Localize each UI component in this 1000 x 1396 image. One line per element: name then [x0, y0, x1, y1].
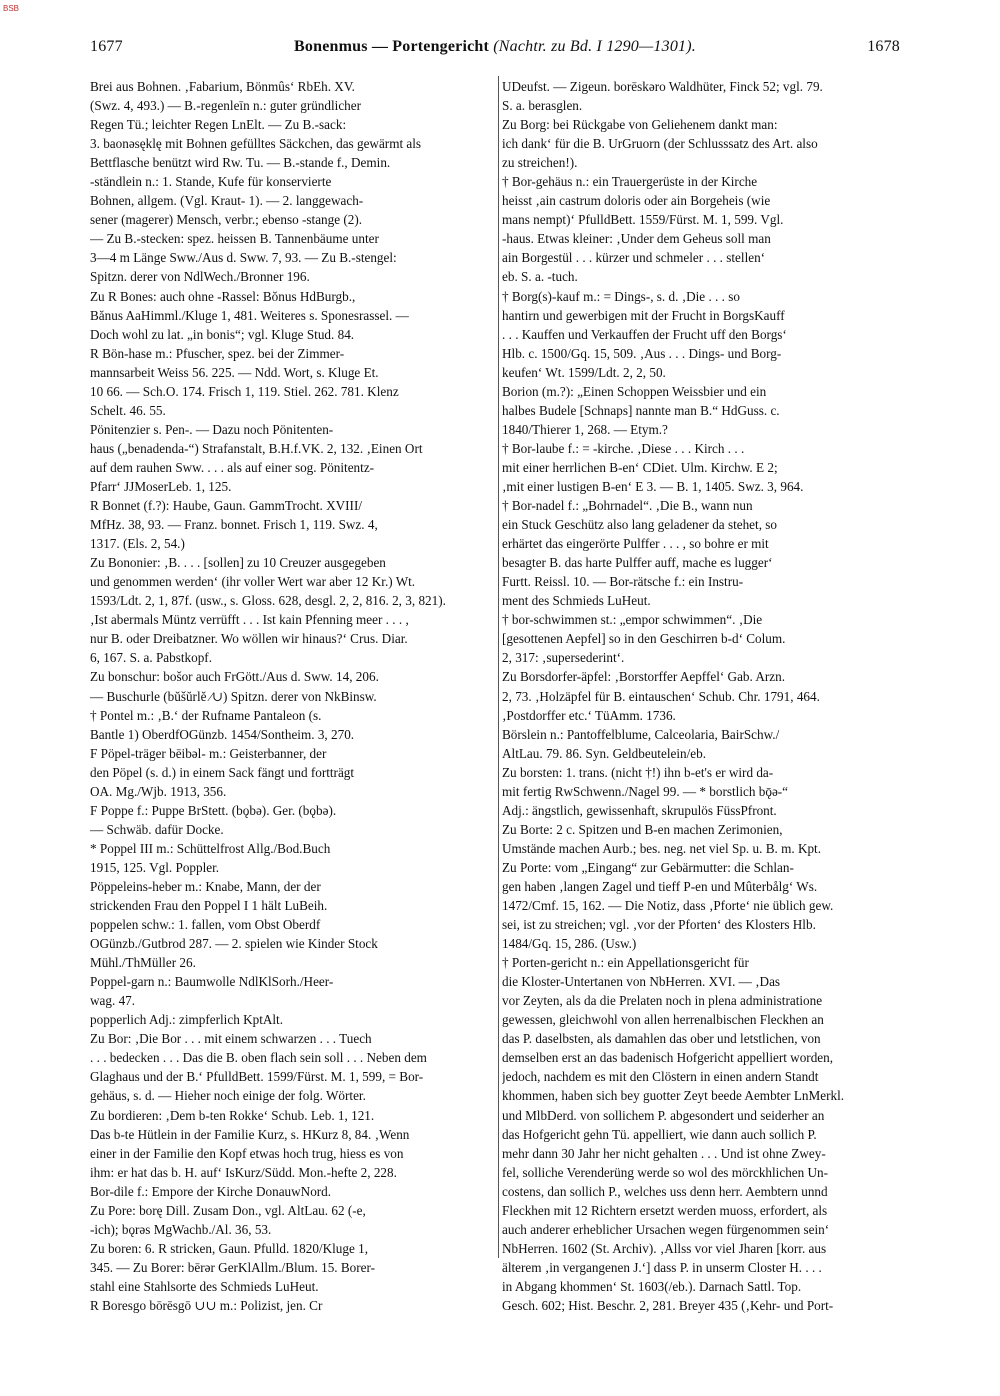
text-line: und genommen werden‘ (ihr voller Wert war aber 12 Kr.) Wt. [90, 574, 416, 590]
text-line: Hlb. c. 1500/Gq. 15, 509. ‚Aus . . . Dings- und Borg- [502, 345, 782, 361]
text-line: 1840/Thierer 1, 268. — Etym.? [502, 421, 668, 437]
text-line: halbes Budele [Schnaps] nannte man B.“ HdGuss. c. [502, 402, 780, 418]
text-line: † Porten-gericht n.: ein Appellationsgericht für [502, 955, 749, 971]
text-line: mans nempt)‘ PfulldBett. 1559/Fürst. M. 1, 599. Vgl. [502, 212, 784, 228]
text-line: demselben erst an das badenisch Hofgericht appelliert worden, [502, 1050, 834, 1066]
left-column [90, 77, 490, 1315]
text-line: sei, ist zu streichen; vgl. ‚vor der Pforten‘ des Klosters Hlb. [502, 917, 816, 933]
text-line: S. a. berasglen. [502, 98, 583, 114]
text-line: — Buschurle (bŭšŭrlĕ ∕∪) Spitzn. derer von NkBinsw. [90, 688, 377, 704]
text-line: Brei aus Bohnen. ‚Fabarium, Bönmûs‘ RbEh. XV. [90, 79, 355, 94]
header-title-main: Bonenmus — Portengericht [294, 38, 490, 55]
text-line: † Bor-nadel f.: „Bohrnadel“. ‚Die B., wann nun [502, 498, 753, 514]
text-line: Mühl./ThMüller 26. [90, 955, 196, 971]
text-line: besagter B. das harte Pulffer auff, mache es lugger‘ [502, 555, 773, 571]
text-line: gen haben ‚langen Zagel und tieff P-en und Mûterbålg‘ Ws. [502, 878, 818, 894]
text-line: † Borg(s)-kauf m.: = Dings-, s. d. ‚Die . . . so [502, 288, 740, 304]
text-line: R Bön-hase m.: Pfuscher, spez. bei der Zimmer- [90, 345, 345, 361]
text-line: ‚Ist abermals Müntz verrüfft . . . Ist kain Pfenning meer . . . , [90, 612, 409, 628]
text-line: -ich); bǫrəs MgWachb./Al. 36, 53. [90, 1221, 272, 1237]
text-line: † Bor-laube f.: = -kirche. ‚Diese . . . Kirch . . . [502, 440, 745, 456]
text-line: Zu Borg: bei Rückgabe von Geliehenem dankt man: [502, 117, 778, 133]
text-line: 10 66. — Sch.O. 174. Frisch 1, 119. Stiel. 262. 781. Klenz [90, 383, 399, 399]
header-title [90, 38, 900, 56]
text-line: Zu boren: 6. R stricken, Gaun. Pfulld. 1820/Kluge 1, [90, 1240, 368, 1256]
text-line: Fleckhen mit 12 Richtern ersetzt werden muoss, erfordert, als [502, 1202, 828, 1218]
text-line: nur B. oder Dreibatzner. Wo wöllen wir hinaus?‘ Crus. Diar. [90, 631, 408, 647]
text-line: popperlich Adj.: zimpferlich KptAlt. [90, 1012, 284, 1028]
text-line: älterem ‚in vergangenen J.‘] dass P. in unserm Closter H. . . . [502, 1259, 822, 1275]
text-line: in Abgang khommen‘ St. 1603(/eb.). Darnach Sattl. Top. [502, 1278, 802, 1294]
text-line: Das b-te Hütlein in der Familie Kurz, s. HKurz 8, 84. ‚Wenn [90, 1126, 410, 1142]
text-line: Zu bordieren: ‚Dem b-ten Rokke‘ Schub. Leb. 1, 121. [90, 1107, 375, 1123]
text-line: 3—4 m Länge Sww./Aus d. Sww. 7, 93. — Zu B.-stengel: [90, 250, 397, 266]
text-line: ain Borgestül . . . kürzer und schmeler . . . stellen‘ [502, 250, 766, 266]
text-line: das P. daselbsten, als damahlen das ober und letstlichen, von [502, 1031, 821, 1047]
text-line: — Schwäb. dafür Docke. [90, 821, 224, 837]
text-line: [gesottenen Aepfel] so in den Geschirren b-d‘ Colum. [502, 631, 786, 647]
text-line: heisst ‚ain castrum doloris oder ain Borgeheis (wie [502, 193, 771, 209]
text-line: OGünzb./Gutbrod 287. — 2. spielen wie Kinder Stock [90, 936, 378, 952]
text-line: Schelt. 46. 55. [90, 402, 166, 418]
text-line: 2, 73. ‚Holzäpfel für B. eintauschen‘ Schub. Chr. 1791, 464. [502, 688, 820, 704]
text-line: . . . Kauffen und Verkauffen der Frucht uff den Borgs‘ [502, 326, 787, 342]
text-line: 1593/Ldt. 2, 1, 87f. (usw., s. Gloss. 628, desgl. 2, 2, 816. 2, 3, 821). [90, 593, 446, 609]
text-line: gewessen, gleichwohl von allen herrenalbischen Fleckhen an [502, 1012, 824, 1028]
text-line: 1472/Cmf. 15, 162. — Die Notiz, dass ‚Pforte‘ nie üblich gew. [502, 898, 834, 914]
text-line: Adj.: ängstlich, gewissenhaft, skrupulös FüssPfront. [502, 802, 777, 818]
text-line: costens, dan sollich P., welches uss denn herr. Aembtern unnd [502, 1183, 828, 1199]
text-line: sener (magerer) Mensch, verbr.; ebenso -stange (2). [90, 212, 363, 228]
text-line: ‚mit einer lustigen B-en‘ E 3. — B. 1, 1405. Swz. 3, 964. [502, 478, 804, 494]
text-line: ihm: er hat das b. H. auf‘ IsKurz/Südd. Mon.-hefte 2, 228. [90, 1164, 397, 1180]
text-line: Zu Pore: borę Dill. Zusam Don., vgl. AltLau. 62 (-e, [90, 1202, 366, 1218]
text-line: auch anderer erheblicher Ursachen wegen fürgenommen sein‘ [502, 1221, 830, 1237]
text-line: den Pöpel (s. d.) in einem Sack fängt und fortträgt [90, 764, 355, 780]
text-line: Zu bonschur: bošor auch FrGött./Aus d. Sww. 14, 206. [90, 669, 379, 685]
text-line: einer in der Familie den Kopf etwas hoch trug, hiess es von [90, 1145, 404, 1161]
text-line: Pönitenzier s. Pen-. — Dazu noch Pönitenten- [90, 421, 334, 437]
text-line: Bettflasche benützt wird Rw. Tu. — B.-stande f., Demin. [90, 155, 391, 171]
text-line: Bănus AaHimml./Kluge 1, 481. Weiteres s. Sponesrassel. — [90, 307, 409, 323]
text-line: 345. — Zu Borer: bērər GerKlAllm./Blum. 15. Borer- [90, 1259, 376, 1275]
text-line: hantirn und gewerbigen mit der Frucht in BorgsKauff [502, 307, 785, 323]
text-line: auf dem rauhen Sww. . . . als auf einer sog. Pönitentz- [90, 459, 375, 475]
text-line: 1484/Gq. 15, 286. (Usw.) [502, 936, 637, 952]
text-line: mit fertig RwSchwenn./Nagel 99. — * borstlich bǭə-“ [502, 783, 789, 799]
text-line: vor Zeyten, als da die Prelaten noch in plena administratione [502, 993, 823, 1009]
text-line: strickenden Frau den Poppel I 1 hält LuBeih. [90, 898, 328, 914]
text-line: Furtt. Reissl. 10. — Bor-rätsche f.: ein Instru- [502, 574, 744, 590]
text-line: (Swz. 4, 493.) — B.-regenleīn n.: guter gründlicher [90, 98, 362, 114]
text-line: — Zu B.-stecken: spez. heissen B. Tannenbäume unter [90, 231, 379, 247]
text-line: Zu Borsdorfer-äpfel: ‚Borstorffer Aepffel‘ Gab. Arzn. [502, 669, 786, 685]
header-title-note: (Nachtr. zu Bd. I 1290—1301). [493, 38, 696, 55]
text-line: eb. S. a. -tuch. [502, 269, 578, 285]
text-line: Bantle 1) OberdfOGünzb. 1454/Sontheim. 3, 270. [90, 726, 355, 742]
text-line: Poppel-garn n.: Baumwolle NdlKlSorh./Heer- [90, 974, 334, 990]
text-line: Zu Borte: 2 c. Spitzen und B-en machen Zerimonien, [502, 821, 783, 837]
text-line: -haus. Etwas kleiner: ‚Under dem Geheus soll man [502, 231, 771, 247]
text-line: Bor-dile f.: Empore der Kirche DonauwNord. [90, 1183, 332, 1199]
text-line: MfHz. 38, 93. — Franz. bonnet. Frisch 1, 119. Swz. 4, [90, 517, 378, 533]
text-line: die Kloster-Untertanen von NbHerren. XVI. — ‚Das [502, 974, 781, 990]
text-line: Zu Porte: vom „Eingang“ zur Gebärmutter: die Schlan- [502, 859, 794, 875]
text-line: Doch wohl zu lat. „in bonis“; vgl. Kluge Stud. 84. [90, 326, 355, 342]
text-line: * Poppel III m.: Schüttelfrost Allg./Bod.Buch [90, 840, 331, 856]
text-line: keufen‘ Wt. 1599/Ldt. 2, 2, 50. [502, 364, 666, 380]
text-line: AltLau. 79. 86. Syn. Geldbeutelein/eb. [502, 745, 707, 761]
text-line: 1915, 125. Vgl. Poppler. [90, 859, 220, 875]
text-line: Zu R Bones: auch ohne -Rassel: Bŏnus HdBurgb., [90, 288, 356, 304]
text-line: Bohnen, allgem. (Vgl. Kraut- 1). — 2. langgewach- [90, 193, 364, 209]
text-line: Glaghaus und der B.‘ PfulldBett. 1599/Fürst. M. 1, 599, = Bor- [90, 1069, 424, 1085]
text-line: gehäus, s. d. — Hieher noch einige der folg. Wörter. [90, 1088, 366, 1104]
text-line: zu streichen!). [502, 155, 578, 171]
page-number-left: 1677 [90, 38, 123, 55]
text-line: 3. baonəsęklę mit Bohnen gefülltes Säckchen, das gewärmt als [90, 136, 422, 152]
text-line: Gesch. 602; Hist. Beschr. 2, 281. Breyer 435 (‚Kehr- und Port- [502, 1298, 834, 1313]
text-line: stahl eine Stahlsorte des Schmieds LuHeut. [90, 1278, 319, 1294]
library-mark: BSB [3, 4, 20, 13]
text-line: khommen, haben sich bey guotter Zeyt beede Aembter LnMerkl. [502, 1088, 845, 1104]
text-line: mit einer herrlichen B-en‘ CDiet. Ulm. Kirchw. E 2; [502, 459, 778, 475]
text-line: ment des Schmieds LuHeut. [502, 593, 651, 609]
page-number-right: 1678 [867, 38, 900, 55]
text-line: . . . bedecken . . . Das die B. oben flach sein soll . . . Neben dem [90, 1050, 427, 1066]
text-line: haus („benadenda-“) Strafanstalt, B.H.f.VK. 2, 132. ‚Einen Ort [90, 440, 423, 456]
text-line: F Poppe f.: Puppe BrStett. (bǫbə). Ger. (bǫbə). [90, 802, 337, 818]
text-line: poppelen schw.: 1. fallen, vom Obst Oberdf [90, 917, 321, 933]
text-line: OA. Mg./Wjb. 1913, 356. [90, 783, 227, 799]
text-line: Zu Bor: ‚Die Bor . . . mit einem schwarzen . . . Tuech [90, 1031, 372, 1047]
text-line: mehr dann 30 Jahr her nicht gehalten . . . Und ist ohne Zwey- [502, 1145, 826, 1161]
text-line: † Bor-gehäus n.: ein Trauergerüste in der Kirche [502, 174, 758, 190]
text-line: UDeufst. — Zigeun. borēskəro Waldhüter, Finck 52; vgl. 79. [502, 79, 823, 94]
column-divider [498, 76, 499, 1258]
text-line: Pöppeleins-heber m.: Knabe, Mann, der der [90, 878, 321, 894]
text-line: ‚Postdorffer etc.‘ TüAmm. 1736. [502, 707, 676, 723]
text-line: F Pöpel-träger bēibəl- m.: Geisterbanner, der [90, 745, 327, 761]
text-line: Zu Bononier: ‚B. . . . [sollen] zu 10 Creuzer ausgegeben [90, 555, 386, 571]
text-line: R Boresgo bōrēsgō ∪∪ m.: Polizist, jen. Cr [90, 1298, 323, 1313]
text-line: jedoch, nachdem es mit den Clöstern in einen andern Standt [502, 1069, 819, 1085]
text-line: Regen Tü.; leichter Regen LnElt. — Zu B.-sack: [90, 117, 347, 133]
text-line: ein Stuck Geschütz also lang geladener da stehet, so [502, 517, 778, 533]
text-line: 6, 167. S. a. Pabstkopf. [90, 650, 212, 666]
text-line: erhärtet das eingerörte Pulffer . . . , so bohre er mit [502, 536, 769, 552]
text-line: das Hofgericht gehn Tü. appelliert, wie dann auch sollich P. [502, 1126, 817, 1142]
text-line: 1317. (Els. 2, 54.) [90, 536, 185, 552]
text-line: Zu borsten: 1. trans. (nicht †!) ihn b-et's er wird da- [502, 764, 774, 780]
text-line: NbHerren. 1602 (St. Archiv). ‚Allss vor viel Jharen [korr. aus [502, 1240, 827, 1256]
text-line: Borion (m.?): „Einen Schoppen Weissbier und ein [502, 383, 767, 399]
text-line: Pfarr‘ JJMoserLeb. 1, 125. [90, 478, 232, 494]
text-line: -ständlein n.: 1. Stande, Kufe für konservierte [90, 174, 332, 190]
text-line: ich dank‘ für die B. UrGruorn (der Schlusssatz des Art. also [502, 136, 818, 152]
text-line: mannsarbeit Weiss 56. 225. — Ndd. Wort, s. Kluge Et. [90, 364, 379, 380]
text-line: † Pontel m.: ‚B.‘ der Rufname Pantaleon (s. [90, 707, 322, 723]
running-header [90, 38, 900, 60]
text-line: und MlbDerd. von sollichem P. abgesondert und seiderher an [502, 1107, 825, 1123]
right-column [502, 77, 902, 1315]
text-line: Börslein n.: Pantoffelblume, Calceolaria, BairSchw./ [502, 726, 780, 742]
text-line: Spitzn. derer von NdlWech./Bronner 196. [90, 269, 310, 285]
text-line: R Bonnet (f.?): Haube, Gaun. GammTrocht. XVIII/ [90, 498, 362, 514]
text-line: Umstände machen Aurb.; bes. neg. net viel Sp. u. B. m. Kpt. [502, 840, 822, 856]
text-line: 2, 317: ‚supersederint‘. [502, 650, 625, 666]
text-line: † bor-schwimmen st.: „empor schwimmen“. ‚Die [502, 612, 763, 628]
text-line: wag. 47. [90, 993, 136, 1009]
text-line: fel, solliche Verenderüng werde so wol des mörckhlichen Un- [502, 1164, 829, 1180]
